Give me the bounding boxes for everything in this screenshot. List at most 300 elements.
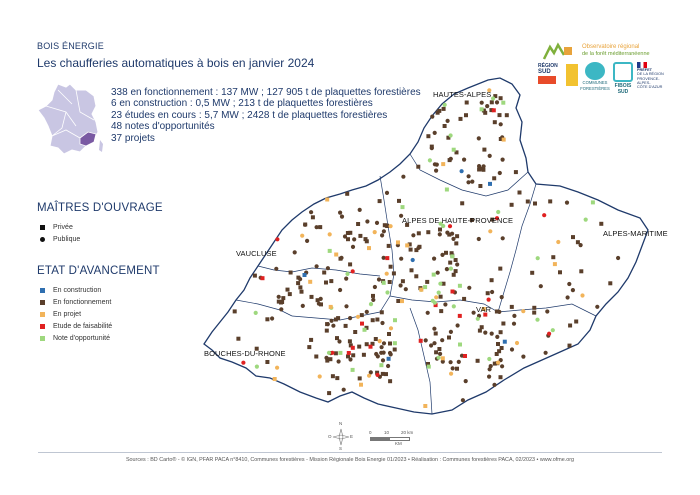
installation-marker-privee — [608, 281, 612, 285]
installation-marker-publique — [551, 328, 555, 332]
installation-marker-privee — [359, 383, 363, 387]
installation-marker-publique — [374, 352, 378, 356]
installation-marker-privee — [576, 240, 580, 244]
installation-marker-publique — [536, 256, 540, 260]
installation-marker-privee — [309, 338, 313, 342]
installation-marker-privee — [454, 258, 458, 262]
installation-marker-publique — [449, 360, 453, 364]
installation-marker-publique — [488, 229, 492, 233]
installation-marker-privee — [378, 199, 382, 203]
installation-marker-publique — [435, 163, 439, 167]
installation-marker-publique — [595, 305, 599, 309]
installation-marker-publique — [496, 361, 500, 365]
installation-marker-publique — [512, 322, 516, 326]
legend-owners-title: MAÎTRES D'OUVRAGE — [37, 202, 163, 214]
installation-marker-privee — [367, 246, 371, 250]
stat-fonctionnement: 338 en fonctionnement : 137 MW ; 127 905 t de plaquettes forestières — [111, 87, 421, 98]
installation-marker-publique — [462, 158, 466, 162]
installation-marker-privee — [434, 332, 438, 336]
installation-marker-publique — [344, 304, 348, 308]
installation-marker-publique — [521, 309, 525, 313]
installation-marker-publique — [449, 330, 453, 334]
installation-marker-privee — [316, 298, 320, 302]
installation-marker-privee — [307, 345, 311, 349]
installation-marker-publique — [315, 264, 319, 268]
dept-label-vaucluse: VAUCLUSE — [236, 249, 277, 258]
installation-marker-privee — [308, 280, 312, 284]
installation-marker-privee — [502, 138, 506, 142]
installation-marker-publique — [343, 234, 347, 238]
installation-marker-privee — [374, 337, 378, 341]
installation-marker-privee — [345, 192, 349, 196]
installation-marker-privee — [430, 145, 434, 149]
installation-marker-privee — [452, 148, 456, 152]
installation-marker-privee — [501, 322, 505, 326]
prefet-line3: PROVENCE-ALPES- — [637, 76, 660, 85]
installation-marker-publique — [300, 234, 304, 238]
installation-marker-publique — [382, 229, 386, 233]
installation-marker-privee — [444, 251, 448, 255]
installation-marker-privee — [514, 170, 518, 174]
prefet-line4: CÔTE D'AZUR — [637, 85, 663, 90]
installation-marker-privee — [551, 255, 555, 259]
installation-marker-publique — [324, 356, 328, 360]
installation-marker-privee — [400, 299, 404, 303]
installation-marker-privee — [451, 290, 455, 294]
compass-e: E — [350, 434, 354, 439]
installation-marker-privee — [437, 347, 441, 351]
prefet-line1: PRÉFET — [637, 68, 652, 72]
installation-marker-publique — [274, 267, 278, 271]
installation-marker-privee — [501, 101, 505, 105]
installation-marker-privee — [419, 339, 423, 343]
scale-unit: KM — [395, 441, 402, 446]
installation-marker-privee — [426, 230, 430, 234]
installation-marker-privee — [351, 346, 355, 350]
installation-marker-publique — [345, 272, 349, 276]
installation-marker-privee — [356, 222, 360, 226]
installation-marker-publique — [456, 323, 460, 327]
installation-marker-publique — [279, 307, 283, 311]
installation-marker-privee — [518, 191, 522, 195]
installation-marker-privee — [325, 198, 329, 202]
installation-marker-publique — [351, 269, 355, 273]
installation-marker-publique — [500, 364, 504, 368]
installation-marker-privee — [498, 113, 502, 117]
installation-marker-privee — [286, 288, 290, 292]
installation-marker-privee — [351, 368, 355, 372]
installation-marker-privee — [382, 281, 386, 285]
installation-marker-privee — [505, 113, 509, 117]
installation-marker-publique — [483, 331, 487, 335]
legend-status-label: En fonctionnement — [53, 298, 112, 306]
installation-marker-privee — [438, 228, 442, 232]
installation-marker-publique — [432, 341, 436, 345]
installation-marker-privee — [388, 342, 392, 346]
installation-marker-privee — [300, 290, 304, 294]
installation-marker-privee — [493, 120, 497, 124]
installation-marker-publique — [342, 388, 346, 392]
installation-marker-privee — [334, 253, 338, 257]
installation-marker-privee — [548, 199, 552, 203]
installation-marker-publique — [501, 158, 505, 162]
installation-marker-publique — [375, 373, 379, 377]
installation-marker-privee — [455, 234, 459, 238]
installation-marker-privee — [236, 337, 240, 341]
installation-marker-publique — [449, 133, 453, 137]
installation-marker-privee — [439, 295, 443, 299]
installation-marker-privee — [492, 176, 496, 180]
installation-marker-privee — [591, 200, 595, 204]
compass-n: N — [339, 421, 343, 426]
installation-marker-publique — [571, 288, 575, 292]
installation-marker-privee — [500, 346, 504, 350]
installation-marker-privee — [351, 353, 355, 357]
installation-marker-privee — [327, 391, 331, 395]
installation-marker-privee — [568, 344, 572, 348]
installation-marker-privee — [439, 309, 443, 313]
installation-marker-privee — [358, 376, 362, 380]
installation-marker-privee — [360, 322, 364, 326]
installation-marker-publique — [399, 257, 403, 261]
installation-marker-publique — [317, 302, 321, 306]
installation-marker-publique — [344, 277, 348, 281]
installation-marker-publique — [480, 101, 484, 105]
stat-notes: 48 notes d'opportunités — [111, 121, 215, 133]
legend-owner-label: Privée — [53, 223, 73, 231]
installation-marker-publique — [352, 237, 356, 241]
installation-marker-publique — [490, 290, 494, 294]
installation-marker-privee — [380, 310, 384, 314]
installation-marker-publique — [380, 233, 384, 237]
installation-marker-publique — [365, 219, 369, 223]
installation-marker-privee — [387, 244, 391, 248]
installation-marker-publique — [449, 267, 453, 271]
installation-marker-privee — [533, 202, 537, 206]
installation-marker-privee — [574, 320, 578, 324]
dept-label-var: VAR — [476, 305, 492, 314]
installation-marker-publique — [488, 154, 492, 158]
installation-marker-privee — [358, 234, 362, 238]
dept-label-ahp: ALPES DE HAUTE-PROVENCE — [402, 216, 514, 225]
installation-marker-privee — [273, 377, 277, 381]
installation-marker-privee — [445, 188, 449, 192]
installation-marker-publique — [277, 295, 281, 299]
installation-marker-privee — [464, 113, 468, 117]
installation-marker-privee — [401, 205, 405, 209]
installation-marker-publique — [499, 122, 503, 126]
installation-marker-publique — [466, 180, 470, 184]
installation-marker-publique — [337, 359, 341, 363]
map-title: Les chaufferies automatiques à bois en janvier 2024 — [37, 56, 315, 70]
installation-marker-privee — [357, 345, 361, 349]
installation-marker-privee — [571, 235, 575, 239]
installation-marker-privee — [318, 225, 322, 229]
legend-owner-label: Publique — [53, 235, 81, 243]
installation-marker-publique — [455, 262, 459, 266]
installation-marker-publique — [512, 314, 516, 318]
installation-marker-publique — [476, 317, 480, 321]
installation-marker-privee — [335, 376, 339, 380]
installation-marker-publique — [440, 338, 444, 342]
installation-marker-publique — [539, 284, 543, 288]
legend-status-label: En construction — [53, 286, 102, 294]
installation-marker-publique — [491, 96, 495, 100]
installation-marker-privee — [310, 295, 314, 299]
installation-marker-publique — [331, 324, 335, 328]
installation-marker-privee — [486, 291, 490, 295]
installation-marker-publique — [510, 347, 514, 351]
installation-marker-privee — [265, 360, 269, 364]
installation-marker-publique — [411, 233, 415, 237]
installation-marker-publique — [457, 360, 461, 364]
prefet-line2: DE LA RÉGION — [637, 72, 664, 77]
stat-projets: 37 projets — [111, 132, 155, 144]
installation-marker-publique — [492, 383, 496, 387]
installation-marker-privee — [335, 336, 339, 340]
scale-tick-0: 0 — [369, 430, 372, 435]
installation-marker-privee — [296, 281, 300, 285]
installation-marker-privee — [344, 324, 348, 328]
installation-marker-privee — [388, 280, 392, 284]
installation-marker-publique — [381, 358, 385, 362]
stat-etudes: 23 études en cours : 5,7 MW ; 2428 t de plaquettes forestières — [111, 109, 388, 121]
region-line2: SUD — [538, 68, 551, 75]
installation-marker-privee — [488, 182, 492, 186]
installation-marker-privee — [426, 134, 430, 138]
installation-marker-privee — [396, 299, 400, 303]
installation-marker-publique — [432, 257, 436, 261]
installation-marker-publique — [326, 322, 330, 326]
installation-marker-publique — [464, 379, 468, 383]
installation-marker-privee — [314, 355, 318, 359]
installation-marker-publique — [477, 136, 481, 140]
installation-marker-privee — [233, 309, 237, 313]
installation-marker-privee — [452, 273, 456, 277]
installation-marker-privee — [553, 262, 557, 266]
installation-marker-privee — [371, 318, 375, 322]
installation-marker-publique — [382, 341, 386, 345]
installation-marker-privee — [530, 271, 534, 275]
installation-marker-privee — [322, 271, 326, 275]
installation-marker-publique — [580, 293, 584, 297]
installation-marker-privee — [371, 294, 375, 298]
installation-marker-privee — [381, 372, 385, 376]
installation-marker-privee — [448, 261, 452, 265]
installation-marker-privee — [568, 324, 572, 328]
communes-line1: COMMUNES — [582, 80, 608, 85]
installation-marker-publique — [542, 213, 546, 217]
installation-marker-privee — [532, 306, 536, 310]
installation-marker-privee — [324, 281, 328, 285]
installation-marker-privee — [387, 332, 391, 336]
installation-marker-privee — [459, 117, 463, 121]
installation-marker-publique — [445, 267, 449, 271]
installation-marker-privee — [465, 101, 469, 105]
installation-marker-publique — [437, 356, 441, 360]
installation-marker-privee — [454, 241, 458, 245]
installation-marker-publique — [318, 374, 322, 378]
installation-marker-privee — [490, 100, 494, 104]
installation-marker-privee — [329, 279, 333, 283]
installation-marker-privee — [338, 351, 342, 355]
installation-marker-privee — [405, 243, 409, 247]
installation-marker-privee — [387, 357, 391, 361]
scale-tick-10: 10 — [384, 430, 390, 435]
installation-marker-privee — [334, 351, 338, 355]
installation-marker-privee — [498, 267, 502, 271]
scale-tick-20: 20 km — [401, 430, 414, 435]
installation-marker-publique — [301, 304, 305, 308]
installation-marker-privee — [414, 248, 418, 252]
installation-marker-privee — [365, 239, 369, 243]
installation-marker-privee — [437, 109, 441, 113]
installation-marker-publique — [385, 290, 389, 294]
communes-line2: FORESTIÈRES — [580, 85, 610, 91]
installation-marker-publique — [437, 291, 441, 295]
installation-marker-privee — [454, 269, 458, 273]
installation-marker-publique — [515, 341, 519, 345]
installation-marker-publique — [496, 210, 500, 214]
observatoire-line1: Observatoire régional — [582, 44, 640, 50]
installation-marker-privee — [379, 363, 383, 367]
installation-marker-publique — [424, 338, 428, 342]
stat-construction: 6 en construction : 0,5 MW ; 213 t de plaquettes forestières — [111, 98, 373, 110]
installation-marker-privee — [393, 318, 397, 322]
installation-marker-privee — [579, 269, 583, 273]
installation-marker-publique — [565, 201, 569, 205]
installation-marker-privee — [353, 330, 357, 334]
installation-marker-publique — [489, 364, 493, 368]
map-subtitle: BOIS ÉNERGIE — [37, 41, 104, 51]
installation-marker-privee — [460, 201, 464, 205]
installation-marker-privee — [375, 318, 379, 322]
installation-marker-privee — [483, 111, 487, 115]
installation-marker-privee — [495, 352, 499, 356]
installation-marker-privee — [417, 231, 421, 235]
installation-marker-publique — [305, 239, 309, 243]
installation-marker-privee — [289, 271, 293, 275]
legend-status-label: Etude de faisabilité — [53, 322, 113, 330]
installation-marker-publique — [255, 365, 259, 369]
installation-marker-publique — [365, 310, 369, 314]
installation-marker-publique — [309, 210, 313, 214]
scale-bar-graphic — [370, 437, 410, 441]
installation-marker-privee — [339, 257, 343, 261]
installation-marker-publique — [451, 237, 455, 241]
installation-marker-privee — [348, 339, 352, 343]
legend-status-label: En projet — [53, 310, 82, 318]
installation-marker-publique — [438, 282, 442, 286]
installation-marker-privee — [510, 203, 514, 207]
installation-marker-publique — [467, 286, 471, 290]
installation-marker-publique — [373, 230, 377, 234]
installation-marker-privee — [499, 375, 503, 379]
installation-marker-privee — [409, 248, 413, 252]
compass-s: S — [339, 446, 343, 451]
installation-marker-privee — [478, 184, 482, 188]
installation-marker-privee — [423, 285, 427, 289]
installation-marker-publique — [428, 158, 432, 162]
installation-marker-publique — [487, 298, 491, 302]
dept-label-hautes-alpes: HAUTES-ALPES — [433, 90, 492, 99]
installation-marker-publique — [460, 169, 464, 173]
installation-marker-publique — [340, 215, 344, 219]
installation-marker-privee — [462, 297, 466, 301]
installation-marker-privee — [480, 325, 484, 329]
installation-marker-publique — [567, 282, 571, 286]
installation-marker-publique — [389, 326, 393, 330]
installation-marker-publique — [443, 103, 447, 107]
installation-marker-publique — [377, 277, 381, 281]
installation-marker-publique — [327, 351, 331, 355]
installation-marker-privee — [393, 348, 397, 352]
installation-marker-publique — [328, 232, 332, 236]
installation-marker-privee — [265, 317, 269, 321]
installation-marker-privee — [532, 311, 536, 315]
installation-marker-publique — [616, 256, 620, 260]
installation-marker-publique — [270, 316, 274, 320]
installation-marker-privee — [311, 215, 315, 219]
installation-marker-privee — [463, 354, 467, 358]
installation-marker-publique — [399, 283, 403, 287]
compass-o: O — [328, 434, 332, 439]
installation-marker-publique — [584, 218, 588, 222]
installation-marker-privee — [328, 357, 332, 361]
installation-marker-privee — [425, 280, 429, 284]
installation-marker-publique — [500, 295, 504, 299]
installation-marker-privee — [427, 365, 431, 369]
installation-marker-privee — [303, 223, 307, 227]
installation-marker-publique — [401, 175, 405, 179]
installation-marker-privee — [423, 404, 427, 408]
installation-marker-publique — [477, 164, 481, 168]
legend-status-title: ETAT D'AVANCEMENT — [37, 265, 160, 277]
installation-marker-privee — [448, 158, 452, 162]
installation-marker-publique — [544, 351, 548, 355]
installation-marker-privee — [365, 342, 369, 346]
installation-marker-publique — [438, 232, 442, 236]
installation-marker-publique — [367, 374, 371, 378]
installation-marker-privee — [336, 316, 340, 320]
installation-marker-publique — [430, 115, 434, 119]
installation-marker-publique — [380, 345, 384, 349]
installation-marker-publique — [432, 327, 436, 331]
installation-marker-privee — [482, 148, 486, 152]
observatoire-line2: de la forêt méditerranéenne — [582, 51, 650, 57]
dept-label-alpes-maritimes: ALPES-MARITIME — [603, 229, 668, 238]
installation-marker-privee — [389, 265, 393, 269]
installation-marker-privee — [392, 271, 396, 275]
north-arrow — [328, 421, 354, 451]
installation-marker-privee — [499, 96, 503, 100]
installation-marker-privee — [396, 240, 400, 244]
installation-marker-privee — [281, 296, 285, 300]
installation-marker-publique — [254, 311, 258, 315]
installation-marker-publique — [485, 104, 489, 108]
installation-marker-privee — [328, 249, 332, 253]
installation-marker-privee — [599, 222, 603, 226]
installation-marker-privee — [385, 256, 389, 260]
installation-marker-publique — [298, 277, 302, 281]
installation-marker-publique — [337, 339, 341, 343]
installation-marker-privee — [510, 305, 514, 309]
installation-marker-publique — [487, 357, 491, 361]
installation-marker-publique — [275, 366, 279, 370]
installation-marker-privee — [526, 200, 530, 204]
installation-marker-privee — [331, 374, 335, 378]
installation-marker-publique — [501, 236, 505, 240]
